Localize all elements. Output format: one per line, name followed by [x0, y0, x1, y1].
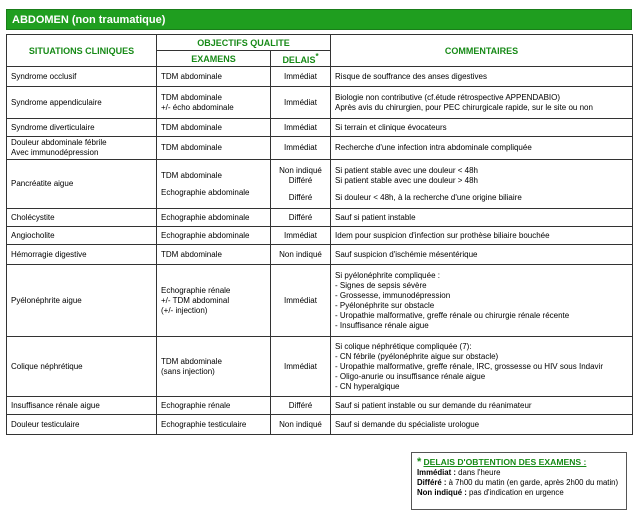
section-title: ABDOMEN (non traumatique) [12, 14, 166, 26]
cell-situation [7, 397, 157, 415]
cell-line: Colique néphrétique [11, 361, 83, 371]
cell-situation [7, 137, 157, 160]
table-row [7, 67, 633, 87]
cell-situation [7, 119, 157, 137]
cell-examens [157, 160, 271, 209]
cell-line: +/- TDM abdominal [161, 295, 230, 305]
cell-line: Biologie non contributive (cf.étude rétrospective APPENDABIO) [335, 92, 561, 102]
cell-delais [271, 87, 331, 119]
header-delais-mark: * [315, 52, 319, 61]
cell-line: Sauf suspicion d'ischémie mésentérique [335, 249, 478, 259]
cell-line: Angiocholite [11, 230, 55, 240]
cell-line: Risque de souffrance des anses digestives [335, 71, 487, 81]
cell-line: Si pyélonéphrite compliquée : [335, 270, 440, 280]
legend-item-label: Différé : [417, 478, 447, 487]
cell-examens [157, 337, 271, 397]
cell-delais [271, 227, 331, 245]
cell-line: Sauf si demande du spécialiste urologue [335, 419, 480, 429]
legend-item-label: Non indiqué : [417, 488, 467, 497]
cell-commentaires [331, 415, 633, 435]
cell-line: - CN hyperalgique [335, 381, 400, 391]
cell-line: Pancréatite aigue [11, 179, 74, 188]
cell-line: Douleur testiculaire [11, 419, 80, 429]
cell-line: Cholécystite [11, 212, 55, 222]
legend-box [411, 452, 627, 510]
cell-line: - Oligo-anurie ou insuffisance rénale aigue [335, 371, 486, 381]
header-delais [271, 51, 331, 67]
cell-line: Non indiqué [279, 249, 322, 259]
cell-line: Echographie testiculaire [161, 419, 247, 429]
cell-delais [271, 265, 331, 337]
table-row [7, 119, 633, 137]
cell-line: (+/- injection) [161, 305, 208, 315]
table-row [7, 415, 633, 435]
cell-line: Sauf si patient instable ou sur demande du réanimateur [335, 400, 532, 410]
cell-delais [271, 137, 331, 160]
section-title-banner [6, 9, 632, 30]
cell-line: Si patient stable avec une douleur > 48h [335, 175, 479, 185]
cell-line: Immédiat [284, 71, 317, 81]
cell-line: Syndrome occlusif [11, 71, 77, 81]
table-row [7, 265, 633, 337]
cell-line: Si patient stable avec une douleur < 48h [335, 165, 479, 175]
table-row [7, 245, 633, 265]
cell-commentaires [331, 245, 633, 265]
cell-line: Différé [288, 175, 313, 185]
cell-line: Si douleur < 48h, à la recherche d'une origine biliaire [335, 192, 522, 202]
cell-line: Immédiat [284, 361, 317, 371]
cell-line: Recherche d'une infection intra abdominale compliquée [335, 143, 532, 152]
legend-mark: * [417, 456, 422, 468]
cell-line: Immédiat [284, 97, 317, 107]
cell-line: (sans injection) [161, 366, 215, 376]
cell-examens [157, 415, 271, 435]
cell-line: - Uropathie malformative, greffe rénale ou chirurgie rénale récente [335, 310, 570, 320]
cell-examens [157, 119, 271, 137]
cell-delais [271, 337, 331, 397]
cell-line: TDM abdominale [161, 170, 222, 180]
table-row [7, 137, 633, 160]
cell-situation [7, 265, 157, 337]
cell-line: TDM abdominale [161, 122, 222, 132]
cell-line: Immédiat [284, 143, 317, 152]
cell-examens [157, 397, 271, 415]
cell-line: - Grossesse, immunodépression [335, 290, 451, 300]
cell-commentaires [331, 227, 633, 245]
legend-item-label: Immédiat : [417, 468, 456, 477]
cell-commentaires [331, 160, 633, 209]
table-row [7, 227, 633, 245]
cell-line: Sauf si patient instable [335, 212, 416, 222]
table-row [7, 87, 633, 119]
legend-item-text: pas d'indication en urgence [468, 488, 564, 497]
cell-examens [157, 245, 271, 265]
legend-title: DELAIS D'OBTENTION DES EXAMENS : [423, 457, 587, 467]
cell-line: - Insuffisance rénale aigue [335, 320, 429, 330]
cell-line: Immédiat [284, 122, 317, 132]
imaging-guidelines-table [6, 34, 633, 435]
cell-delais [271, 245, 331, 265]
cell-line: Insuffisance rénale aigue [11, 400, 100, 410]
cell-line: Si terrain et clinique évocateurs [335, 122, 447, 132]
cell-delais [271, 415, 331, 435]
cell-examens [157, 87, 271, 119]
cell-line: TDM abdominale [161, 92, 222, 102]
cell-examens [157, 227, 271, 245]
table-row [7, 337, 633, 397]
cell-line: Avec immunodépression [11, 148, 99, 157]
table-row [7, 397, 633, 415]
cell-line: Non indiqué [279, 165, 322, 175]
cell-line: Différé [288, 212, 313, 222]
cell-commentaires [331, 87, 633, 119]
cell-line: Echographie rénale [161, 400, 231, 410]
cell-situation [7, 227, 157, 245]
cell-line: Syndrome diverticulaire [11, 122, 95, 132]
cell-commentaires [331, 337, 633, 397]
table-row [7, 209, 633, 227]
cell-line: Hémorragie digestive [11, 249, 87, 259]
cell-line: Douleur abdominale fébrile [11, 138, 107, 147]
cell-examens [157, 67, 271, 87]
table-row [7, 160, 633, 209]
header-commentaires: COMMENTAIRES [331, 35, 633, 67]
cell-line: - Uropathie malformative, greffe rénale, IRC, grossesse ou HIV sous Indavir [335, 361, 603, 371]
cell-line: Non indiqué [279, 419, 322, 429]
header-examens: EXAMENS [157, 51, 271, 67]
cell-delais [271, 209, 331, 227]
cell-line: - Signes de sepsis sévère [335, 280, 427, 290]
cell-line: +/- écho abdominale [161, 102, 234, 112]
cell-line: - Pyélonéphrite sur obstacle [335, 300, 435, 310]
legend-item-immediat [417, 468, 621, 478]
cell-situation [7, 337, 157, 397]
cell-line: Echographie abdominale [161, 187, 250, 197]
cell-line: Echographie rénale [161, 285, 231, 295]
cell-commentaires [331, 119, 633, 137]
cell-line: Syndrome appendiculaire [11, 97, 102, 107]
cell-line: Si colique néphrétique compliquée (7): [335, 341, 472, 351]
cell-delais [271, 67, 331, 87]
cell-line: Echographie abdominale [161, 230, 250, 240]
cell-commentaires [331, 209, 633, 227]
cell-delais [271, 397, 331, 415]
legend-item-non-indique [417, 488, 621, 498]
cell-line: - CN fébrile (pyélonéphrite aigue sur obstacle) [335, 351, 499, 361]
cell-commentaires [331, 397, 633, 415]
cell-situation [7, 415, 157, 435]
cell-commentaires [331, 67, 633, 87]
cell-commentaires [331, 265, 633, 337]
table-body [7, 67, 633, 435]
cell-line: Immédiat [284, 230, 317, 240]
cell-line: Après avis du chirurgien, pour PEC chirurgicale rapide, sur le site ou non [335, 102, 593, 112]
cell-line: Idem pour suspicion d'infection sur prothèse biliaire bouchée [335, 230, 550, 240]
cell-examens [157, 137, 271, 160]
legend-item-differe [417, 478, 621, 488]
cell-situation [7, 245, 157, 265]
cell-situation [7, 160, 157, 209]
cell-commentaires [331, 137, 633, 160]
legend-header [417, 457, 621, 468]
cell-line: Pyélonéphrite aigue [11, 295, 82, 305]
header-situations: SITUATIONS CLINIQUES [7, 35, 157, 67]
cell-line: Différé [288, 192, 313, 202]
cell-line: TDM abdominale [161, 356, 222, 366]
cell-situation [7, 209, 157, 227]
header-delais-label: DELAIS [282, 55, 316, 65]
cell-delais [271, 160, 331, 209]
cell-examens [157, 209, 271, 227]
cell-line: Immédiat [284, 295, 317, 305]
cell-line: Echographie abdominale [161, 212, 250, 222]
legend-item-text: à 7h00 du matin (en garde, après 2h00 du matin) [448, 478, 619, 487]
cell-situation [7, 67, 157, 87]
cell-line: Différé [288, 400, 313, 410]
legend-item-text: dans l'heure [458, 468, 501, 477]
cell-line: TDM abdominale [161, 71, 222, 81]
cell-line: TDM abdominale [161, 249, 222, 259]
cell-line: TDM abdominale [161, 143, 222, 152]
header-objectifs: OBJECTIFS QUALITE [157, 35, 331, 51]
cell-situation [7, 87, 157, 119]
cell-delais [271, 119, 331, 137]
cell-examens [157, 265, 271, 337]
